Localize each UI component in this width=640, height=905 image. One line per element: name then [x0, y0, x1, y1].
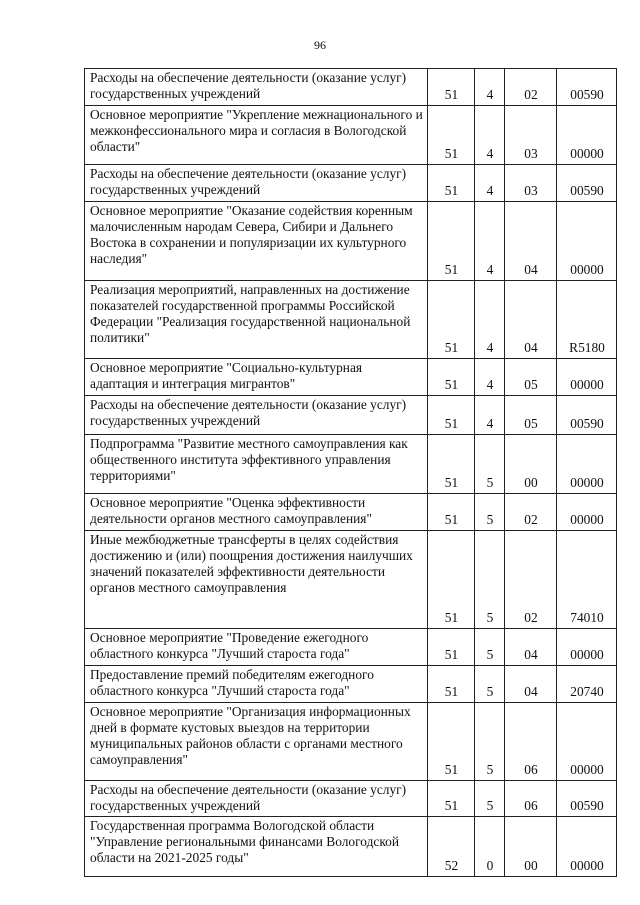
table-row — [85, 359, 617, 396]
table-row — [85, 817, 617, 877]
cell-activity-code: 05 — [505, 359, 557, 396]
cell-program-code: 51 — [428, 629, 475, 666]
cell-expense-code: 00000 — [557, 629, 617, 666]
table-row — [85, 703, 617, 781]
cell-subprogram-code: 4 — [475, 69, 505, 106]
table-row — [85, 396, 617, 435]
cell-subprogram-code: 4 — [475, 359, 505, 396]
cell-subprogram-code: 0 — [475, 817, 505, 877]
row-description: Подпрограмма "Развитие местного самоуправления как общественного института эффективного управления территориями" — [85, 435, 428, 494]
cell-program-code: 51 — [428, 106, 475, 165]
cell-activity-code: 06 — [505, 703, 557, 781]
cell-subprogram-code: 5 — [475, 435, 505, 494]
cell-activity-code: 00 — [505, 817, 557, 877]
cell-subprogram-code: 5 — [475, 666, 505, 703]
cell-activity-code: 02 — [505, 494, 557, 531]
table-row — [85, 165, 617, 202]
row-description: Основное мероприятие "Оказание содействия коренным малочисленным народам Севера, Сибири и Дальнего Востока в сохранении и популяризации их культурного наследия" — [85, 202, 428, 281]
cell-program-code: 51 — [428, 531, 475, 629]
cell-activity-code: 03 — [505, 106, 557, 165]
cell-program-code: 51 — [428, 666, 475, 703]
cell-activity-code: 00 — [505, 435, 557, 494]
cell-expense-code: 00000 — [557, 202, 617, 281]
cell-subprogram-code: 4 — [475, 281, 505, 359]
table-row — [85, 202, 617, 281]
row-description: Расходы на обеспечение деятельности (оказание услуг) государственных учреждений — [85, 396, 428, 435]
cell-subprogram-code: 4 — [475, 396, 505, 435]
cell-program-code: 51 — [428, 69, 475, 106]
cell-activity-code: 04 — [505, 202, 557, 281]
table-row — [85, 281, 617, 359]
cell-expense-code: 00590 — [557, 165, 617, 202]
cell-activity-code: 04 — [505, 666, 557, 703]
row-description: Предоставление премий победителям ежегодного областного конкурса "Лучший староста года" — [85, 666, 428, 703]
cell-expense-code: 00590 — [557, 396, 617, 435]
cell-subprogram-code: 5 — [475, 781, 505, 817]
row-description: Расходы на обеспечение деятельности (оказание услуг) государственных учреждений — [85, 165, 428, 202]
cell-activity-code: 03 — [505, 165, 557, 202]
cell-program-code: 51 — [428, 281, 475, 359]
cell-activity-code: 04 — [505, 629, 557, 666]
budget-table — [84, 68, 617, 877]
table-row — [85, 69, 617, 106]
cell-activity-code: 04 — [505, 281, 557, 359]
cell-program-code: 51 — [428, 781, 475, 817]
row-description: Основное мероприятие "Организация информационных дней в формате кустовых выездов на территории муниципальных районов области с органами местного самоуправления" — [85, 703, 428, 781]
cell-activity-code: 06 — [505, 781, 557, 817]
cell-subprogram-code: 5 — [475, 703, 505, 781]
cell-program-code: 52 — [428, 817, 475, 877]
cell-program-code: 51 — [428, 435, 475, 494]
cell-subprogram-code: 5 — [475, 531, 505, 629]
cell-expense-code: 00000 — [557, 494, 617, 531]
cell-program-code: 51 — [428, 494, 475, 531]
row-description: Основное мероприятие "Оценка эффективности деятельности органов местного самоуправления" — [85, 494, 428, 531]
cell-activity-code: 02 — [505, 69, 557, 106]
table-row — [85, 435, 617, 494]
cell-subprogram-code: 4 — [475, 106, 505, 165]
row-description: Расходы на обеспечение деятельности (оказание услуг) государственных учреждений — [85, 69, 428, 106]
cell-program-code: 51 — [428, 359, 475, 396]
cell-activity-code: 05 — [505, 396, 557, 435]
table-row — [85, 666, 617, 703]
cell-subprogram-code: 4 — [475, 202, 505, 281]
cell-program-code: 51 — [428, 202, 475, 281]
table-row — [85, 629, 617, 666]
cell-expense-code: R5180 — [557, 281, 617, 359]
cell-expense-code: 00000 — [557, 817, 617, 877]
cell-expense-code: 00000 — [557, 359, 617, 396]
table-row — [85, 781, 617, 817]
row-description: Государственная программа Вологодской области "Управление региональными финансами Вологодской области на 2021-2025 годы" — [85, 817, 428, 877]
cell-expense-code: 00000 — [557, 703, 617, 781]
cell-expense-code: 20740 — [557, 666, 617, 703]
table-row — [85, 494, 617, 531]
table-row — [85, 106, 617, 165]
row-description: Основное мероприятие "Проведение ежегодного областного конкурса "Лучший староста года" — [85, 629, 428, 666]
row-description: Иные межбюджетные трансферты в целях содействия достижению и (или) поощрения достижения наилучших значений показателей эффективности деятельности органов местного самоуправления — [85, 531, 428, 629]
cell-expense-code: 00590 — [557, 781, 617, 817]
cell-expense-code: 74010 — [557, 531, 617, 629]
cell-subprogram-code: 5 — [475, 494, 505, 531]
row-description: Основное мероприятие "Социально-культурная адаптация и интеграция мигрантов" — [85, 359, 428, 396]
cell-program-code: 51 — [428, 703, 475, 781]
page-number: 96 — [314, 38, 326, 52]
cell-program-code: 51 — [428, 165, 475, 202]
row-description: Расходы на обеспечение деятельности (оказание услуг) государственных учреждений — [85, 781, 428, 817]
cell-expense-code: 00000 — [557, 435, 617, 494]
cell-expense-code: 00590 — [557, 69, 617, 106]
cell-activity-code: 02 — [505, 531, 557, 629]
table-row — [85, 531, 617, 629]
cell-subprogram-code: 4 — [475, 165, 505, 202]
row-description: Реализация мероприятий, направленных на достижение показателей государственной программы Российской Федерации "Реализация государственной национальной политики" — [85, 281, 428, 359]
cell-program-code: 51 — [428, 396, 475, 435]
row-description: Основное мероприятие "Укрепление межнационального и межконфессионального мира и согласия в Вологодской области" — [85, 106, 428, 165]
cell-subprogram-code: 5 — [475, 629, 505, 666]
cell-expense-code: 00000 — [557, 106, 617, 165]
